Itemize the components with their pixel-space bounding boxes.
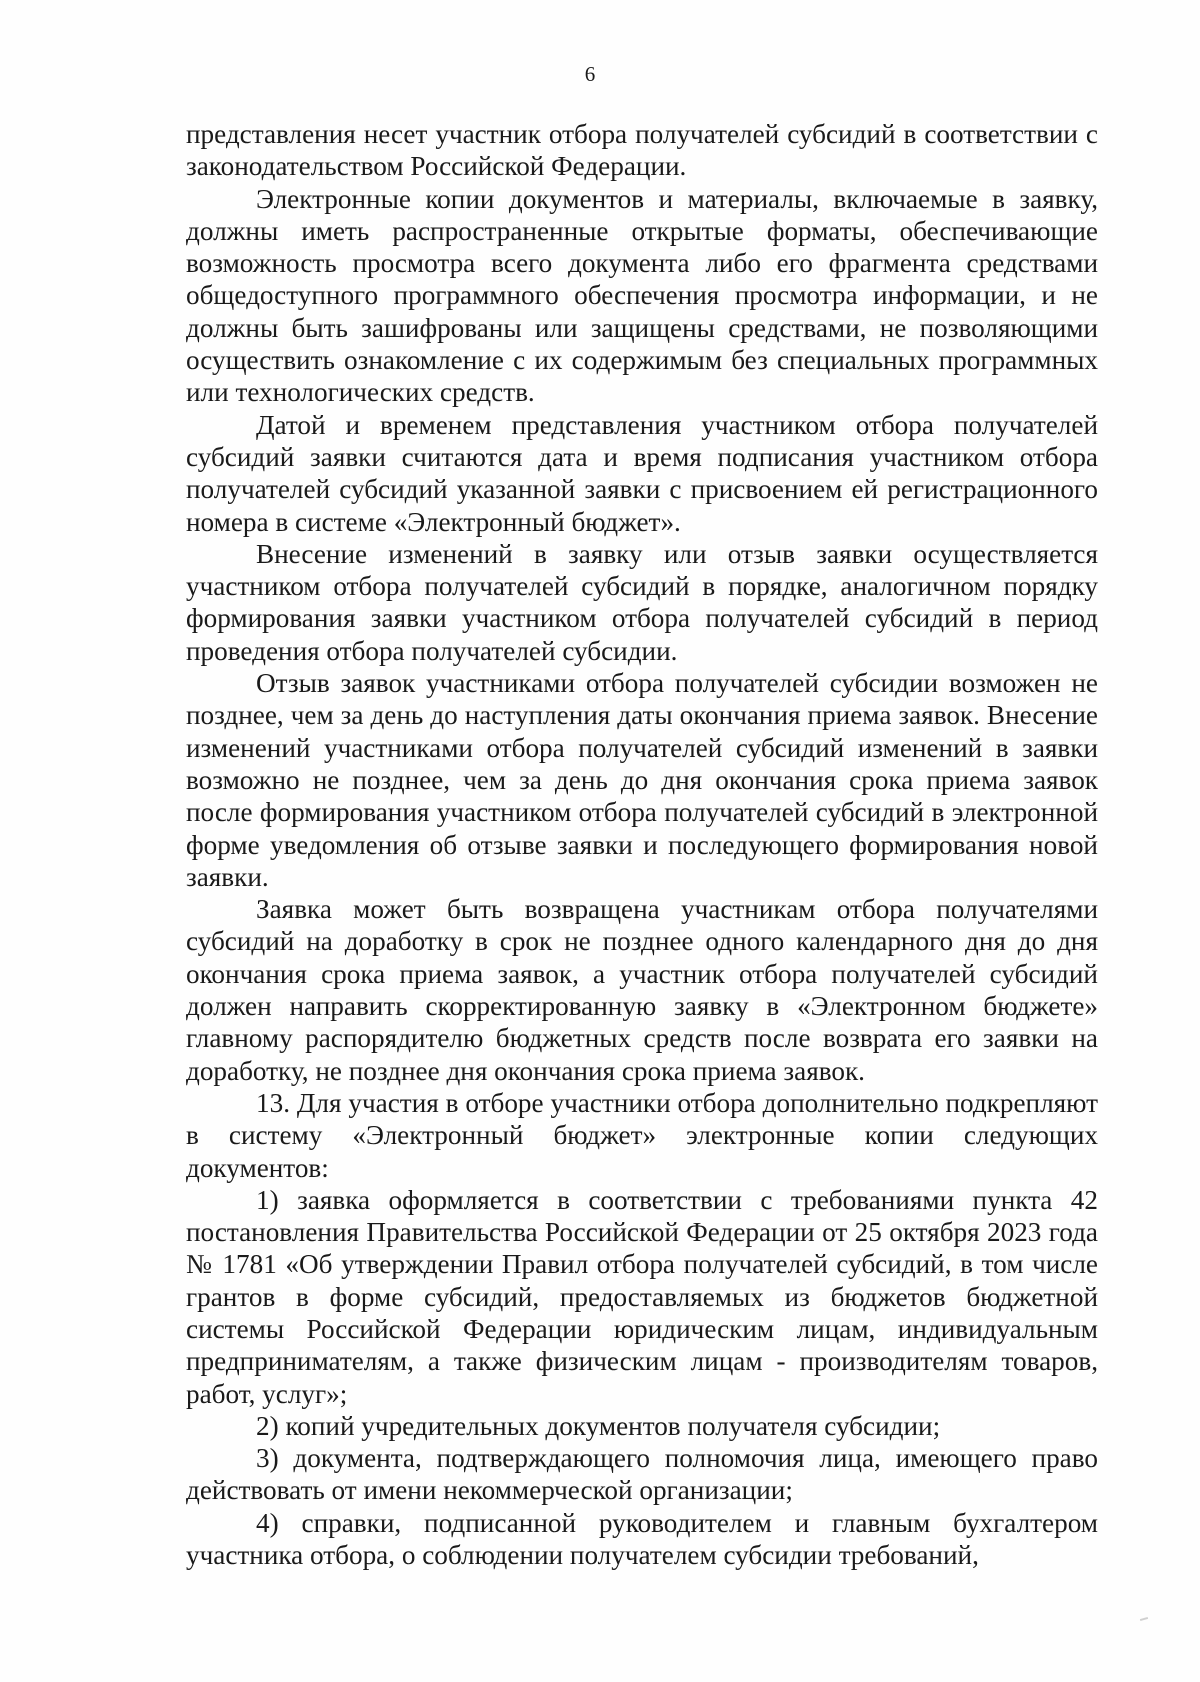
paragraph-submission-date: Датой и временем представления участником отбора получателей субсидий заявки считаются дата и время подписания участником отбора получателей субсидий указанной заявки с присвоением ей регистрационного номера в системе «Электронный бюджет».	[186, 409, 1098, 537]
list-item-2: 2) копий учредительных документов получателя субсидии;	[256, 1410, 941, 1441]
paragraph-withdrawal: Отзыв заявок участниками отбора получателей субсидии возможен не позднее, чем за день до наступления даты окончания приема заявок. Внесение изменений участниками отбора получателей субсидий изменений в заявки возможно не позднее, чем за день до дня окончания срока приема заявок после формирования участником отбора получателей субсидий в электронной форме уведомления об отзыве заявки и последующего формирования новой заявки.	[186, 668, 1098, 892]
document-body	[186, 118, 1098, 1571]
paragraph-return-for-revision: Заявка может быть возвращена участникам отбора получателями субсидий на доработку в срок не позднее одного календарного дня до дня окончания срока приема заявок, а участник отбора получателей субсидий должен направить скорректированную заявку в «Электронном бюджете» главному распорядителю бюджетных средств после возврата его заявки на доработку, не позднее дня окончания срока приема заявок.	[186, 894, 1098, 1086]
list-item-4: 4) справки, подписанной руководителем и главным бухгалтером участника отбора, о соблюдении получателем субсидии требований,	[186, 1507, 1098, 1571]
paragraph-continuation: представления несет участник отбора получателей субсидий в соответствии с законодательством Российской Федерации.	[186, 119, 1098, 182]
list-item-1: 1) заявка оформляется в соответствии с требованиями пункта 42 постановления Правительства Российской Федерации от 25 октября 2023 года № 1781 «Об утверждении Правил отбора получателей субсидий, в том числе грантов в форме субсидий, предоставляемых из бюджетов бюджетной системы Российской Федерации юридическим лицам, индивидуальным предпринимателям, а также физическим лицам - производителям товаров, работ, услуг»;	[186, 1184, 1098, 1409]
paragraph-amendments: Внесение изменений в заявку или отзыв заявки осуществляется участником отбора получателей субсидий в порядке, аналогичном порядку формирования заявки участником отбора получателей субсидий в период проведения отбора получателей субсидии.	[186, 538, 1098, 666]
list-item-3: 3) документа, подтверждающего полномочия лица, имеющего право действовать от имени некоммерческой организации;	[186, 1443, 1098, 1506]
paragraph-electronic-copies: Электронные копии документов и материалы, включаемые в заявку, должны иметь распространенные открытые форматы, обеспечивающие возможность просмотра всего документа либо его фрагмента средствами общедоступного программного обеспечения просмотра информации, и не должны быть зашифрованы или защищены средствами, не позволяющими осуществить ознакомление с их содержимым без специальных программных или технологических средств.	[186, 183, 1098, 408]
paragraph-clause-13: 13. Для участия в отборе участники отбора дополнительно подкрепляют в систему «Электронный бюджет» электронные копии следующих документов:	[186, 1087, 1098, 1183]
page-number: 6	[584, 62, 596, 86]
scan-artifact-mark	[1140, 1617, 1148, 1621]
